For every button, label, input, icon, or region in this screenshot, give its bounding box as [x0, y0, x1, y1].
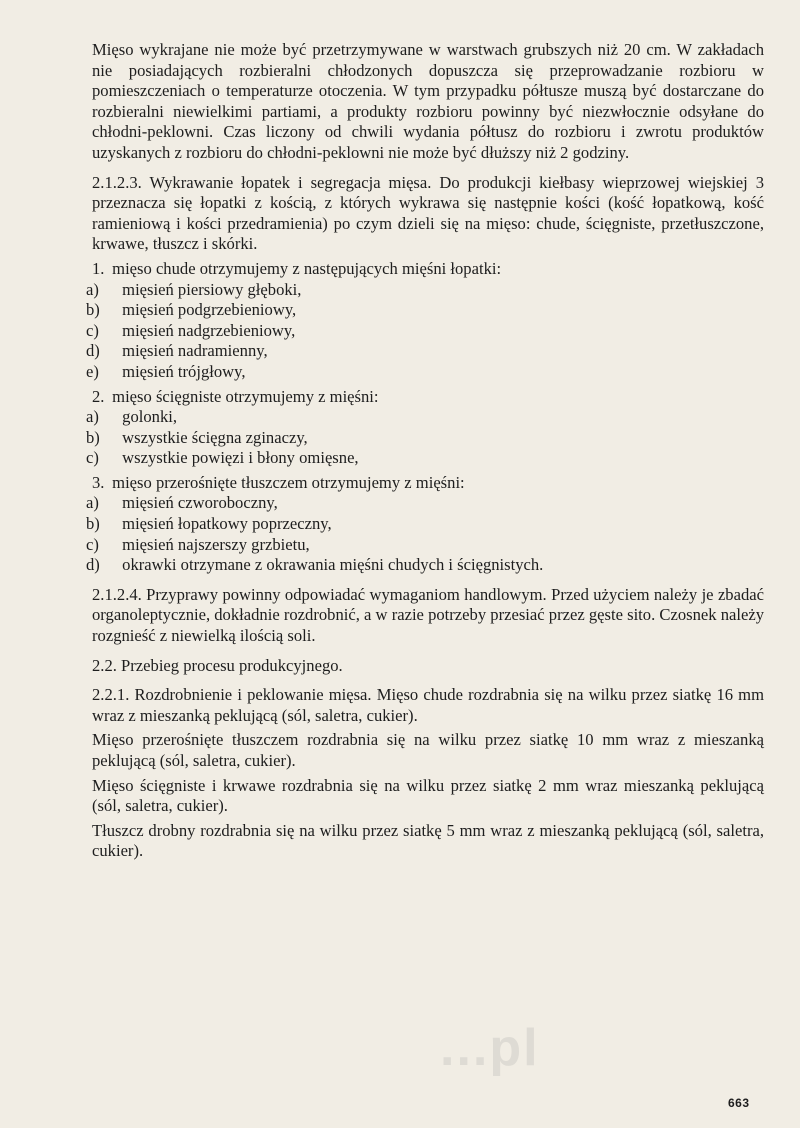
list-item: a) mięsień piersiowy głęboki, [86, 279, 302, 299]
watermark: ...pl [440, 1019, 540, 1077]
list-number: 1. [92, 258, 105, 278]
paragraph-2124: 2.1.2.4. Przyprawy powinny odpowiadać wymaganiom handlowym. Przed użyciem należy je zbadać organoleptycznie, dokładnie rozdrobnić, a w razie potrzeby przesiać przez gęste sito. Czosnek należy rozgnieść z niewielką ilością soli. [92, 584, 764, 646]
paragraph-fatty: Mięso przerośnięte tłuszczem rozdrabnia się na wilku przez siatkę 10 mm wraz z mieszanką peklującą (sól, saletra, cukier). [92, 730, 764, 770]
list-item: e) mięsień trójgłowy, [86, 361, 246, 381]
list-item: c) wszystkie powięzi i błony omięsne, [86, 448, 359, 468]
list-item: d) mięsień nadramienny, [86, 341, 268, 361]
list-item: a) mięsień czworoboczny, [86, 493, 278, 513]
list-heading: mięso przerośnięte tłuszczem otrzymujemy z mięśni: [112, 472, 465, 492]
paragraph-intro: Mięso wykrajane nie może być przetrzymywane w warstwach grubszych niż 20 cm. W zakładach nie posiadających rozbieralni chłodzonych dopuszcza się przeprowadzanie rozbioru w pomieszczeniach o temperaturze otoczenia. W tym przypadku półtusze muszą być dostarczane do rozbieralni niewielkimi partiami, a produkty rozbioru powinny być niezwłocznie odsyłane do chłodni-peklowni. Czas liczony od chwili wydania półtusz do rozbioru i zwrotu produktów uzyskanych z rozbioru do chłodni-peklowni nie może być dłuższy niż 2 godziny. [92, 40, 764, 162]
list-sinewy-meat [86, 386, 764, 469]
sublist [86, 493, 764, 575]
paragraph-2123: 2.1.2.3. Wykrawanie łopatek i segregacja mięsa. Do produkcji kiełbasy wieprzowej wiejskiej 3 przeznacza się łopatki z kością, z których wykrawa się następnie kości (kość łopatkową, kość ramieniową i kości przedramienia) po czym dzieli się na mięso: chude, ścięgniste, przetłuszczone, krwawe, tłuszcz i skórki. [92, 172, 764, 254]
list-item: c) mięsień najszerszy grzbietu, [86, 534, 310, 554]
sublist [86, 407, 764, 469]
paragraph-sinewy: Mięso ścięgniste i krwawe rozdrabnia się na wilku przez siatkę 2 mm wraz mieszanką peklującą (sól, saletra, cukier). [92, 775, 764, 816]
list-fatty-meat [86, 472, 764, 576]
list-item: b) mięsień podgrzebieniowy, [86, 300, 297, 320]
list-item: d) okrawki otrzymane z okrawania mięśni chudych i ścięgnistych. [86, 555, 544, 575]
page-number: 663 [728, 1096, 750, 1110]
list-lean-meat [86, 258, 764, 383]
list-item: a) golonki, [86, 407, 178, 427]
paragraph-221: 2.2.1. Rozdrobnienie i peklowanie mięsa. Mięso chude rozdrabnia się na wilku przez siatkę 16 mm wraz z mieszanką peklującą (sól, saletra, cukier). [92, 685, 764, 725]
list-heading: mięso ścięgniste otrzymujemy z mięśni: [112, 386, 379, 406]
list-number: 3. [92, 472, 105, 492]
list-number: 2. [92, 386, 105, 406]
list-heading: mięso chude otrzymujemy z następujących mięśni łopatki: [112, 258, 502, 278]
section-heading-22: 2.2. Przebieg procesu produkcyjnego. [92, 655, 343, 675]
page-body [86, 40, 764, 862]
list-item: b) mięsień łopatkowy poprzeczny, [86, 514, 332, 534]
list-item: c) mięsień nadgrzebieniowy, [86, 320, 296, 340]
paragraph-fat: Tłuszcz drobny rozdrabnia się na wilku przez siatkę 5 mm wraz z mieszanką peklującą (sól, saletra, cukier). [92, 820, 764, 861]
list-item: b) wszystkie ścięgna zginaczy, [86, 427, 308, 447]
sublist [86, 279, 764, 383]
